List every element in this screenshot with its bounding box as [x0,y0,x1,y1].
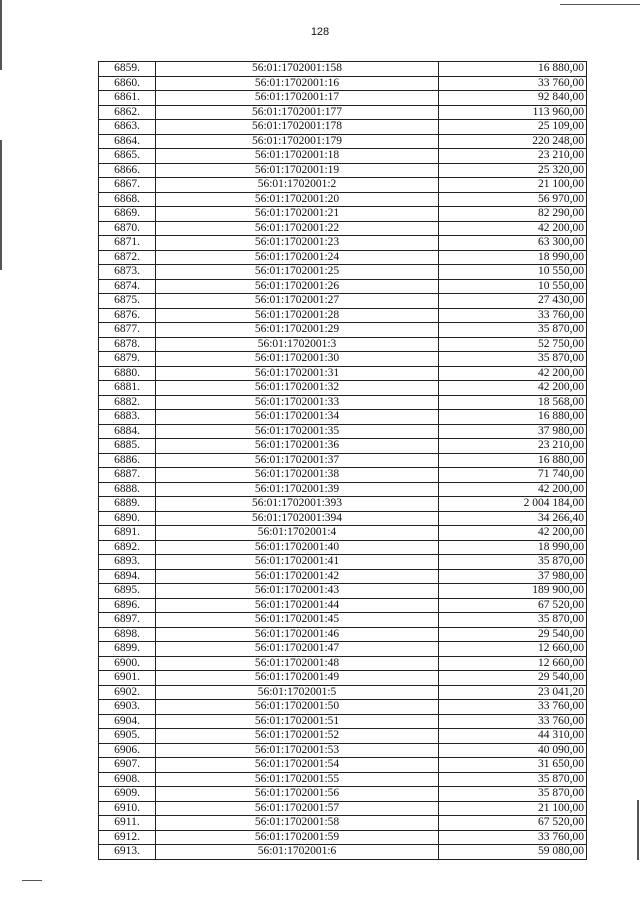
row-number-cell: 6887. [99,468,156,483]
cadastral-number-cell: 56:01:1702001:38 [156,468,439,483]
cadastral-number-cell: 56:01:1702001:52 [156,729,439,744]
row-number-cell: 6893. [99,555,156,570]
table-row [99,482,587,497]
cadastral-value-cell: 2 004 184,00 [439,497,587,512]
cadastral-number-cell: 56:01:1702001:40 [156,540,439,555]
cadastral-value-cell: 35 870,00 [439,772,587,787]
row-number-cell: 6898. [99,627,156,642]
cadastral-number-cell: 56:01:1702001:55 [156,772,439,787]
cadastral-value-cell: 42 200,00 [439,381,587,396]
cadastral-number-cell: 56:01:1702001:23 [156,236,439,251]
cadastral-number-cell: 56:01:1702001:54 [156,758,439,773]
row-number-cell: 6904. [99,714,156,729]
row-number-cell: 6885. [99,439,156,454]
row-number-cell: 6896. [99,598,156,613]
cadastral-value-cell: 10 550,00 [439,265,587,280]
row-number-cell: 6876. [99,308,156,323]
table-row [99,410,587,425]
row-number-cell: 6905. [99,729,156,744]
cadastral-number-cell: 56:01:1702001:48 [156,656,439,671]
cadastral-value-cell: 82 290,00 [439,207,587,222]
cadastral-value-cell: 220 248,00 [439,134,587,149]
row-number-cell: 6903. [99,700,156,715]
cadastral-value-cell: 92 840,00 [439,91,587,106]
table-row [99,424,587,439]
cadastral-number-cell: 56:01:1702001:21 [156,207,439,222]
cadastral-value-cell: 31 650,00 [439,758,587,773]
cadastral-value-cell: 52 750,00 [439,337,587,352]
table-row [99,714,587,729]
table-row [99,294,587,309]
cadastral-number-cell: 56:01:1702001:178 [156,120,439,135]
row-number-cell: 6908. [99,772,156,787]
table-row [99,656,587,671]
cadastral-number-cell: 56:01:1702001:179 [156,134,439,149]
table-row [99,337,587,352]
cadastral-value-cell: 18 990,00 [439,540,587,555]
cadastral-value-cell: 23 210,00 [439,149,587,164]
row-number-cell: 6912. [99,830,156,845]
table-row [99,279,587,294]
cadastral-number-cell: 56:01:1702001:4 [156,526,439,541]
cadastral-value-cell: 42 200,00 [439,526,587,541]
row-number-cell: 6881. [99,381,156,396]
cadastral-number-cell: 56:01:1702001:19 [156,163,439,178]
row-number-cell: 6884. [99,424,156,439]
table-row [99,598,587,613]
row-number-cell: 6864. [99,134,156,149]
cadastral-number-cell: 56:01:1702001:31 [156,366,439,381]
table-row [99,308,587,323]
cadastral-value-cell: 27 430,00 [439,294,587,309]
table-row [99,642,587,657]
table-row [99,613,587,628]
cadastral-value-cell: 35 870,00 [439,323,587,338]
cadastral-value-cell: 42 200,00 [439,221,587,236]
table-row [99,758,587,773]
cadastral-value-cell: 42 200,00 [439,366,587,381]
cadastral-value-cell: 18 990,00 [439,250,587,265]
table-row [99,816,587,831]
cadastral-number-cell: 56:01:1702001:393 [156,497,439,512]
cadastral-number-cell: 56:01:1702001:33 [156,395,439,410]
table-row [99,366,587,381]
cadastral-number-cell: 56:01:1702001:53 [156,743,439,758]
table-row [99,91,587,106]
cadastral-value-cell: 21 100,00 [439,178,587,193]
table-row [99,801,587,816]
table-row [99,772,587,787]
cadastral-number-cell: 56:01:1702001:42 [156,569,439,584]
table-row [99,163,587,178]
cadastral-value-cell: 33 760,00 [439,714,587,729]
cadastral-value-cell: 25 320,00 [439,163,587,178]
cadastral-value-cell: 23 041,20 [439,685,587,700]
cadastral-value-cell: 44 310,00 [439,729,587,744]
cadastral-value-cell: 42 200,00 [439,482,587,497]
row-number-cell: 6892. [99,540,156,555]
table-row [99,845,587,860]
row-number-cell: 6894. [99,569,156,584]
table-row [99,526,587,541]
cadastral-number-cell: 56:01:1702001:18 [156,149,439,164]
cadastral-number-cell: 56:01:1702001:25 [156,265,439,280]
row-number-cell: 6879. [99,352,156,367]
cadastral-value-cell: 29 540,00 [439,627,587,642]
cadastral-value-cell: 37 980,00 [439,424,587,439]
table-row [99,178,587,193]
cadastral-number-cell: 56:01:1702001:45 [156,613,439,628]
table-row [99,700,587,715]
row-number-cell: 6877. [99,323,156,338]
row-number-cell: 6913. [99,845,156,860]
cadastral-value-cell: 33 760,00 [439,308,587,323]
row-number-cell: 6868. [99,192,156,207]
row-number-cell: 6882. [99,395,156,410]
cadastral-number-cell: 56:01:1702001:29 [156,323,439,338]
row-number-cell: 6909. [99,787,156,802]
page-number: 128 [310,26,330,38]
table-row [99,729,587,744]
scan-edge-mark-bottom-right [637,800,639,860]
cadastral-value-table [98,61,587,860]
table-row [99,584,587,599]
cadastral-value-cell: 12 660,00 [439,656,587,671]
cadastral-number-cell: 56:01:1702001:27 [156,294,439,309]
table-row [99,787,587,802]
table-row [99,627,587,642]
row-number-cell: 6867. [99,178,156,193]
row-number-cell: 6889. [99,497,156,512]
table-row [99,830,587,845]
cadastral-value-cell: 67 520,00 [439,598,587,613]
cadastral-number-cell: 56:01:1702001:50 [156,700,439,715]
row-number-cell: 6883. [99,410,156,425]
cadastral-number-cell: 56:01:1702001:49 [156,671,439,686]
table-row [99,671,587,686]
cadastral-value-cell: 34 266,40 [439,511,587,526]
table-row [99,76,587,91]
row-number-cell: 6901. [99,671,156,686]
cadastral-number-cell: 56:01:1702001:47 [156,642,439,657]
cadastral-number-cell: 56:01:1702001:43 [156,584,439,599]
cadastral-value-cell: 113 960,00 [439,105,587,120]
cadastral-value-cell: 37 980,00 [439,569,587,584]
table-body [99,62,587,860]
table-row [99,265,587,280]
table-row [99,352,587,367]
cadastral-value-cell: 40 090,00 [439,743,587,758]
table-row [99,685,587,700]
cadastral-number-cell: 56:01:1702001:41 [156,555,439,570]
table-row [99,323,587,338]
table-row [99,192,587,207]
cadastral-number-cell: 56:01:1702001:59 [156,830,439,845]
cadastral-value-cell: 10 550,00 [439,279,587,294]
cadastral-number-cell: 56:01:1702001:30 [156,352,439,367]
cadastral-value-cell: 35 870,00 [439,555,587,570]
table-row [99,439,587,454]
row-number-cell: 6888. [99,482,156,497]
table-row [99,381,587,396]
row-number-cell: 6869. [99,207,156,222]
cadastral-value-cell: 56 970,00 [439,192,587,207]
row-number-cell: 6880. [99,366,156,381]
cadastral-value-cell: 59 080,00 [439,845,587,860]
cadastral-number-cell: 56:01:1702001:22 [156,221,439,236]
cadastral-value-cell: 23 210,00 [439,439,587,454]
cadastral-number-cell: 56:01:1702001:2 [156,178,439,193]
row-number-cell: 6866. [99,163,156,178]
cadastral-number-cell: 56:01:1702001:16 [156,76,439,91]
cadastral-value-cell: 12 660,00 [439,642,587,657]
cadastral-value-cell: 35 870,00 [439,613,587,628]
cadastral-value-cell: 33 760,00 [439,830,587,845]
cadastral-value-cell: 29 540,00 [439,671,587,686]
row-number-cell: 6911. [99,816,156,831]
cadastral-value-cell: 35 870,00 [439,787,587,802]
cadastral-number-cell: 56:01:1702001:46 [156,627,439,642]
table-row [99,555,587,570]
cadastral-value-cell: 25 109,00 [439,120,587,135]
table-row [99,105,587,120]
table-row [99,62,587,77]
cadastral-number-cell: 56:01:1702001:177 [156,105,439,120]
row-number-cell: 6871. [99,236,156,251]
cadastral-value-cell: 63 300,00 [439,236,587,251]
row-number-cell: 6875. [99,294,156,309]
cadastral-value-cell: 16 880,00 [439,410,587,425]
table-row [99,395,587,410]
row-number-cell: 6865. [99,149,156,164]
row-number-cell: 6886. [99,453,156,468]
row-number-cell: 6902. [99,685,156,700]
cadastral-number-cell: 56:01:1702001:3 [156,337,439,352]
row-number-cell: 6899. [99,642,156,657]
scan-edge-mark-bottom-left [22,880,42,881]
table-row [99,453,587,468]
row-number-cell: 6859. [99,62,156,77]
cadastral-number-cell: 56:01:1702001:28 [156,308,439,323]
cadastral-value-cell: 71 740,00 [439,468,587,483]
table-row [99,149,587,164]
row-number-cell: 6895. [99,584,156,599]
table-row [99,250,587,265]
cadastral-number-cell: 56:01:1702001:158 [156,62,439,77]
cadastral-value-cell: 189 900,00 [439,584,587,599]
table-row [99,236,587,251]
cadastral-number-cell: 56:01:1702001:24 [156,250,439,265]
scan-edge-mark-left [0,140,2,270]
row-number-cell: 6907. [99,758,156,773]
table-row [99,569,587,584]
scan-edge-mark-top-right [560,4,640,5]
table-row [99,221,587,236]
scan-edge-mark-top-left [0,0,2,70]
cadastral-number-cell: 56:01:1702001:20 [156,192,439,207]
table-row [99,120,587,135]
cadastral-number-cell: 56:01:1702001:37 [156,453,439,468]
row-number-cell: 6900. [99,656,156,671]
cadastral-number-cell: 56:01:1702001:6 [156,845,439,860]
row-number-cell: 6874. [99,279,156,294]
cadastral-number-cell: 56:01:1702001:26 [156,279,439,294]
cadastral-value-cell: 16 880,00 [439,62,587,77]
cadastral-number-cell: 56:01:1702001:57 [156,801,439,816]
cadastral-number-cell: 56:01:1702001:35 [156,424,439,439]
table-row [99,540,587,555]
cadastral-number-cell: 56:01:1702001:17 [156,91,439,106]
cadastral-number-cell: 56:01:1702001:34 [156,410,439,425]
cadastral-number-cell: 56:01:1702001:394 [156,511,439,526]
table-row [99,134,587,149]
cadastral-number-cell: 56:01:1702001:36 [156,439,439,454]
table-row [99,468,587,483]
table-row [99,497,587,512]
cadastral-number-cell: 56:01:1702001:32 [156,381,439,396]
cadastral-number-cell: 56:01:1702001:44 [156,598,439,613]
row-number-cell: 6860. [99,76,156,91]
row-number-cell: 6878. [99,337,156,352]
row-number-cell: 6863. [99,120,156,135]
table-row [99,207,587,222]
cadastral-value-cell: 16 880,00 [439,453,587,468]
cadastral-number-cell: 56:01:1702001:51 [156,714,439,729]
table-row [99,743,587,758]
cadastral-number-cell: 56:01:1702001:58 [156,816,439,831]
cadastral-value-cell: 67 520,00 [439,816,587,831]
row-number-cell: 6910. [99,801,156,816]
cadastral-value-cell: 33 760,00 [439,76,587,91]
row-number-cell: 6890. [99,511,156,526]
row-number-cell: 6872. [99,250,156,265]
row-number-cell: 6897. [99,613,156,628]
cadastral-number-cell: 56:01:1702001:5 [156,685,439,700]
row-number-cell: 6862. [99,105,156,120]
cadastral-value-cell: 35 870,00 [439,352,587,367]
cadastral-number-cell: 56:01:1702001:56 [156,787,439,802]
cadastral-number-cell: 56:01:1702001:39 [156,482,439,497]
cadastral-value-cell: 21 100,00 [439,801,587,816]
row-number-cell: 6906. [99,743,156,758]
row-number-cell: 6873. [99,265,156,280]
cadastral-value-cell: 33 760,00 [439,700,587,715]
cadastral-value-cell: 18 568,00 [439,395,587,410]
row-number-cell: 6891. [99,526,156,541]
row-number-cell: 6870. [99,221,156,236]
row-number-cell: 6861. [99,91,156,106]
table-row [99,511,587,526]
